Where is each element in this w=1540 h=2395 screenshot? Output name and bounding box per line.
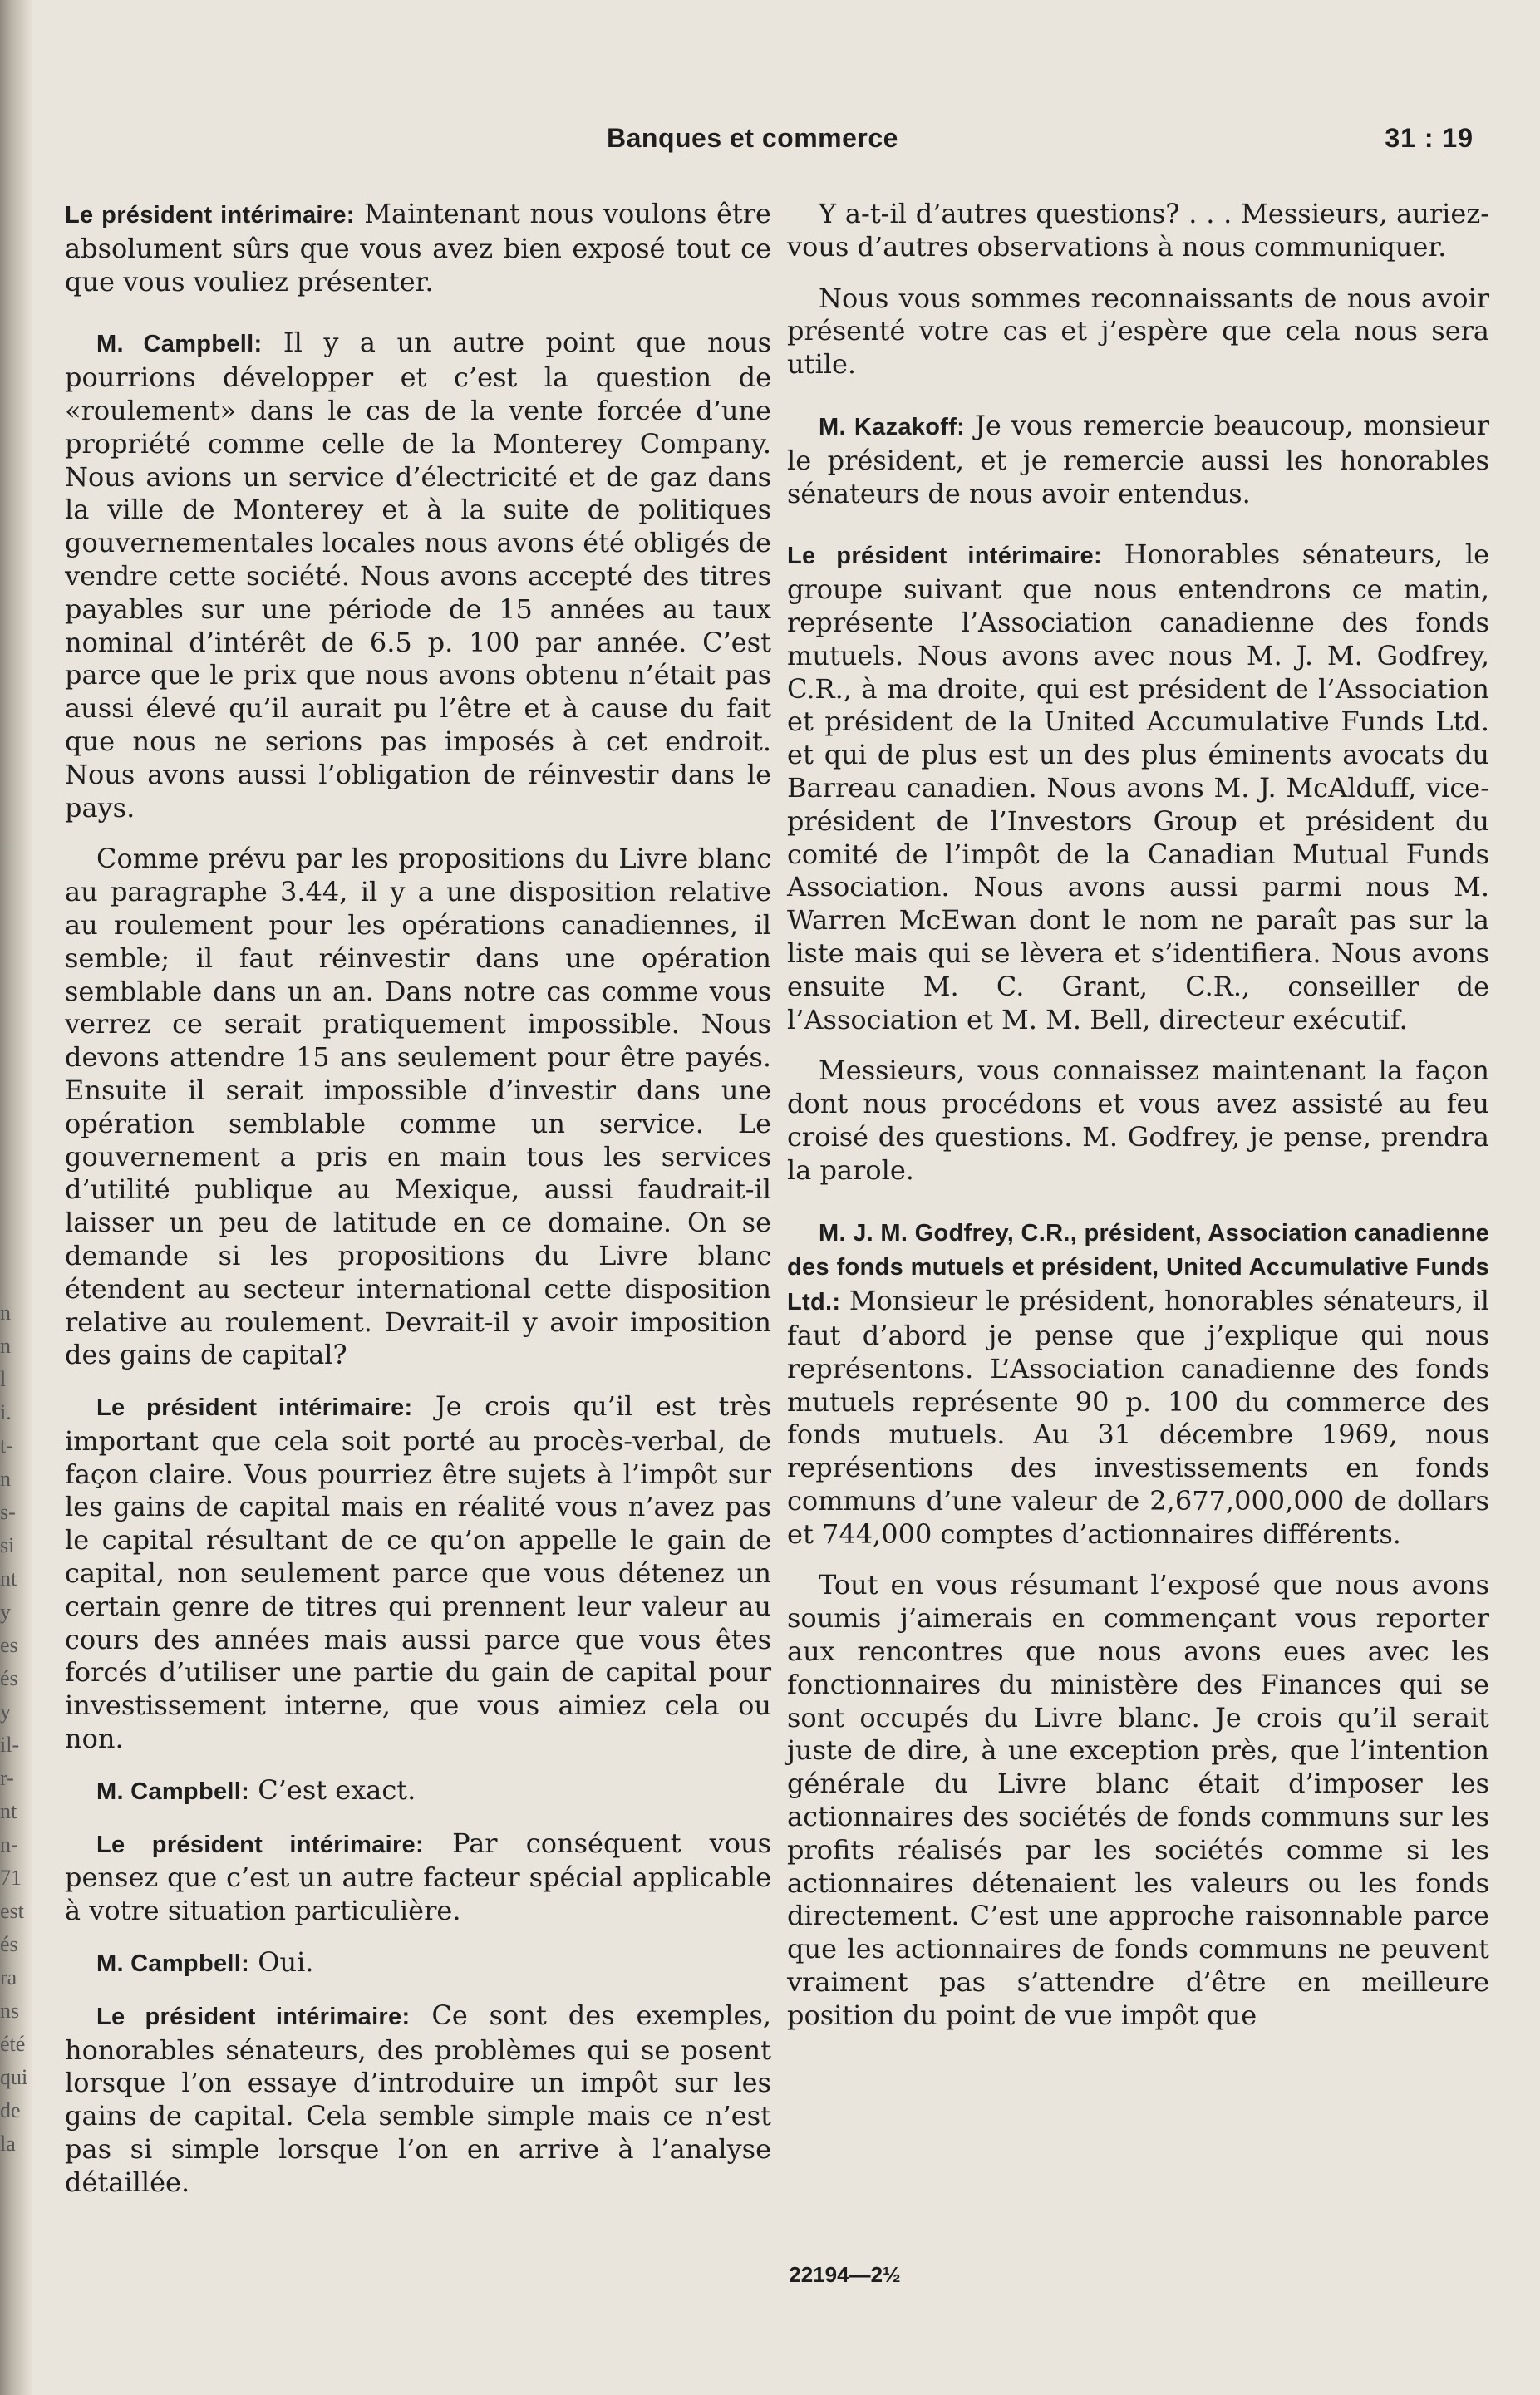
speaker-label: M. Campbell: [96, 331, 263, 358]
margin-fragment: nt [0, 1566, 17, 1591]
margin-fragment: es [0, 1633, 18, 1657]
paragraph [65, 198, 771, 298]
running-title: Banques et commerce [607, 123, 898, 153]
margin-fragment: n [0, 1467, 11, 1491]
paragraph [65, 1774, 771, 1809]
speaker-label: M. Kazakoff: [819, 413, 966, 440]
paragraph [787, 1569, 1489, 2032]
paragraph-text: Par conséquent vous pensez que c’est un autre facteur spécial applicable à votre situation particulière. [65, 1827, 771, 1927]
paragraph-text: Messieurs, vous connaissez maintenant la façon dont nous procédons et vous avez assisté au feu croisé des questions. M. Godfrey, je pense, prendra la parole. [787, 1055, 1489, 1186]
paragraph-text: Comme prévu par les propositions du Livre blanc au paragraphe 3.44, il y a une disposition relative au roulement pour les opérations canadiennes, il semble; il faut réinvestir dans une opération semblable dans un an. Dans notre cas comme vous verrez ce serait pratiquement impossible. Nous devons attendre 15 ans seulement pour être payés. Ensuite il serait impossible d’investir dans une opération semblable comme un service. Le gouvernement a pris en main tous les services d’utilité publique au Mexique, aussi faudrait-il laisser un peu de latitude en ce domaine. On se demande si les propositions du Livre blanc étendent au secteur international cette disposition relative au roulement. Devrait-il y avoir imposition des gains de capital? [65, 843, 771, 1371]
margin-fragment: l [0, 1367, 7, 1391]
margin-fragment: s- [0, 1500, 16, 1524]
speaker-label: Le président intérimaire: [96, 1831, 424, 1858]
paragraph-text: Honorables sénateurs, le groupe suivant que nous entendrons ce matin, représente l’Association canadienne des fonds mutuels. Nous avons avec nous M. J. M. Godfrey, C.R., à ma droite, qui est président de l’Association et président de la United Accumulative Funds Ltd. et qui de plus est un des plus éminents avocats du Barreau canadien. Nous avons M. J. McAlduff, vice-président de l’Investors Group et président du comité de l’impôt de la Canadian Mutual Funds Association. Nous avons aussi parmi nous M. Warren McEwan dont le nom ne paraît pas sur la liste mais qui se lèvera et s’identifiera. Nous avons ensuite M. C. Grant, C.R., conseiller de l’Association et M. M. Bell, directeur exécutif. [787, 539, 1490, 1035]
paragraph [65, 327, 771, 824]
paragraph-text: Je crois qu’il est très important que cela soit porté au procès-verbal, de façon claire. Vous pourriez être sujets à l’impôt sur les gains de capital mais en réalité vous n’avez pas le capital résultant de ce qu’on appelle le gain de capital, non seulement parce que vous détenez un certain genre de titres qui prennent leur valeur au cours des années mais aussi parce que vous êtes forcés d’utiliser une partie du gain de capital pour investissement interne, que vous aimiez cela ou non. [65, 1390, 771, 1755]
paragraph-text: Monsieur le président, honorables sénateurs, il faut d’abord je pense que j’explique qui nous représentons. L’Association canadienne des fonds mutuels représente 90 p. 100 du commerce des fonds mutuels. Au 31 décembre 1969, nous représentions des investissements en fonds communs d’une valeur de 2,677,000,000 de dollars et 744,000 comptes d’actionnaires différents. [787, 1285, 1489, 1550]
speaker-label: M. J. M. Godfrey, C.R., président, Association canadienne des fonds mutuels et président, United Accumulative Funds Ltd.: [787, 1219, 1489, 1316]
paragraph [787, 1216, 1489, 1552]
paragraph [787, 283, 1489, 381]
margin-fragment: la [0, 2132, 16, 2156]
margin-fragment: ra [0, 1965, 17, 1989]
margin-fragment: nt [0, 1799, 17, 1823]
paragraph [787, 198, 1489, 264]
facing-page-margin-fragments [0, 1296, 28, 2161]
margin-fragment: y [0, 1600, 11, 1624]
margin-fragment: si [0, 1533, 15, 1557]
margin-fragment: i. [0, 1400, 12, 1424]
right-column [787, 198, 1489, 2051]
speaker-label: Le président intérimaire: [65, 202, 355, 229]
paragraph-text: Je vous remercie beaucoup, monsieur le président, et je remercie aussi les honorables sénateurs de nous avoir entendus. [787, 409, 1489, 509]
paragraph-text: Ce sont des exemples, honorables sénateurs, des problèmes qui se posent lorsque l’on essaye d’introduire un impôt sur les gains de capital. Cela semble simple mais ce n’est pas si simple lorsque l’on en arrive à l’analyse détaillée. [65, 1999, 772, 2198]
margin-fragment: ns [0, 1999, 20, 2023]
paragraph [787, 539, 1489, 1036]
page-number: 31 : 19 [1385, 123, 1474, 153]
speaker-label: Le président intérimaire: [787, 543, 1102, 570]
margin-fragment: de [0, 2098, 21, 2122]
left-column [65, 198, 771, 2218]
paragraph [65, 1827, 771, 1928]
margin-fragment: r- [0, 1766, 14, 1790]
margin-fragment: été [0, 2032, 26, 2056]
speaker-label: Le président intérimaire: [96, 1394, 413, 1422]
margin-fragment: t- [0, 1434, 13, 1458]
margin-fragment: és [0, 1666, 18, 1690]
paragraph-text: Oui. [249, 1946, 314, 1979]
paragraph [65, 843, 771, 1372]
margin-fragment: n [0, 1334, 11, 1358]
margin-fragment: n [0, 1301, 11, 1325]
paragraph [65, 1390, 771, 1756]
speaker-label: M. Campbell: [96, 1778, 250, 1805]
paragraph-text: Il y a un autre point que nous pourrions développer et c’est la question de «roulement» dans le cas de la vente forcée d’une propriété comme celle de la Monterey Company. Nous avions un service d’électricité et de gaz dans la ville de Monterey et à la suite de politiques gouvernementales locales nous avons été obligés de vendre cette société. Nous avons accepté des titres payables sur une période de 15 années au taux nominal d’intérêt de 6.5 p. 100 par année. C’est parce que le prix que nous avons obtenu n’était pas aussi élevé qu’il aurait pu l’être et à cause du fait que nous ne serions pas imposés à cet endroit. Nous avons aussi l’obligation de réinvestir dans le pays. [65, 327, 771, 824]
margin-fragment: y [0, 1699, 11, 1724]
paragraph-text: C’est exact. [249, 1773, 416, 1806]
margin-fragment: 71 [0, 1866, 22, 1890]
speaker-label: Le président intérimaire: [96, 2003, 411, 2030]
page-header [66, 123, 1490, 165]
paragraph-text: Tout en vous résumant l’exposé que nous avons soumis j’aimerais en commençant vous reporter aux rencontres que nous avons eues avec les fonctionnaires du ministère des Finances qui se sont occupés du Livre blanc. Je crois qu’il serait juste de dire, à une exception près, que l’intention générale du Livre blanc était d’imposer les actionnaires des sociétés de fonds communs sur les profits réalisés par les sociétés comme si les actionnaires détenaient les valeurs ou les fonds directement. C’est une approche raisonnable parce que les actionnaires de fonds communs ne peuvent vraiment pas s’attendre d’être en meilleure position du point de vue impôt que [787, 1569, 1489, 2031]
paragraph [65, 1999, 771, 2200]
paragraph-text: Nous vous sommes reconnaissants de nous avoir présenté votre cas et j’espère que cela nous sera utile. [787, 282, 1489, 381]
paragraph [787, 1055, 1489, 1187]
paragraph-text: Maintenant nous voulons être absolument sûrs que vous avez bien exposé tout ce que vous vouliez présenter. [65, 198, 771, 298]
margin-fragment: il- [0, 1733, 20, 1757]
margin-fragment: és [0, 1932, 18, 1956]
margin-fragment: est [0, 1899, 24, 1923]
margin-fragment: qui [0, 2065, 28, 2089]
paragraph-text: Y a-t-il d’autres questions? . . . Messieurs, auriez-vous d’autres observations à nous communiquer. [787, 198, 1489, 263]
paragraph [65, 1946, 771, 1981]
paragraph [787, 410, 1489, 510]
margin-fragment: n- [0, 1832, 18, 1856]
speaker-label: M. Campbell: [96, 1950, 250, 1978]
printer-signature: 22194—2½ [789, 2262, 901, 2287]
